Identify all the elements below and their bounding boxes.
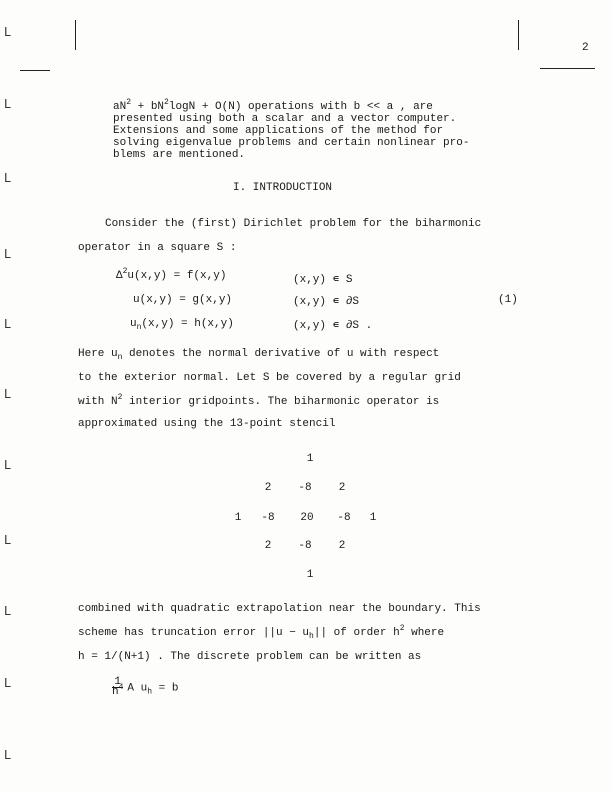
margin-mark: ᒪ xyxy=(4,604,11,618)
stencil-entry: -8 xyxy=(298,540,312,552)
corner-rule-right-vertical xyxy=(518,20,519,50)
stencil-entry: -8 xyxy=(298,482,312,494)
para-line: with $N^2$ interior gridpoints. The biharmonic operator is xyxy=(78,393,440,408)
corner-rule-left-horizontal xyxy=(20,70,50,71)
stencil-entry: 2 xyxy=(338,540,346,552)
equation-label: (1) xyxy=(498,294,518,306)
margin-mark: ᒪ xyxy=(4,25,11,39)
para-line: Here $u_n$ denotes the normal derivative of u with respect xyxy=(78,348,440,362)
margin-mark: ᒪ xyxy=(4,387,11,401)
corner-rule-left-vertical xyxy=(75,20,76,50)
abstract-line: Extensions and some applications of the method for xyxy=(113,125,444,137)
stencil-entry: 2 xyxy=(264,482,272,494)
stencil-entry: -8 xyxy=(337,512,351,524)
margin-mark: ᒪ xyxy=(4,317,11,331)
margin-mark: ᒪ xyxy=(4,748,11,762)
margin-mark: ᒪ xyxy=(4,533,11,547)
intro-line: Consider the (first) Dirichlet problem for the biharmonic xyxy=(105,218,482,230)
equation-condition: (x,y) ∊ S xyxy=(293,274,353,286)
para-line: approximated using the 13-point stencil xyxy=(78,418,336,430)
abstract-line: $aN^2 + bN^2\log N + O(N)$ operations with b << a , are xyxy=(113,98,433,113)
page-number: 2 xyxy=(582,42,589,54)
stencil-entry: 1 xyxy=(234,512,242,524)
stencil-entry: 2 xyxy=(264,540,272,552)
final-equation: $\frac{1}{h^4}$ A $u_h = b$ xyxy=(112,676,179,698)
equation-lhs: $\Delta^2u(x,y) = f(x,y)$ xyxy=(116,267,227,282)
equation-lhs: $u_n(x,y) = h(x,y)$ xyxy=(130,318,234,332)
stencil-entry: 2 xyxy=(338,482,346,494)
abstract-line: blems are mentioned. xyxy=(113,149,246,161)
stencil-entry: -8 xyxy=(261,512,275,524)
margin-mark: ᒪ xyxy=(4,676,11,690)
intro-line: operator in a square S : xyxy=(78,242,237,254)
para-line: to the exterior normal. Let S be covered by a regular grid xyxy=(78,372,461,384)
margin-mark: ᒪ xyxy=(4,247,11,261)
stencil-entry: 20 xyxy=(300,512,314,524)
margin-mark: ᒪ xyxy=(4,171,11,185)
stencil-entry: 1 xyxy=(306,569,314,581)
stencil-entry: 1 xyxy=(306,453,314,465)
section-title: I. INTRODUCTION xyxy=(233,182,333,194)
margin-mark: ᒪ xyxy=(4,97,11,111)
abstract-line: presented using both a scalar and a vector computer. xyxy=(113,113,457,125)
para-line: scheme has truncation error $||u - u_h||$ of order $h^2$ where xyxy=(78,624,445,641)
fraction: $\frac{1}{h^4}$ xyxy=(112,676,124,698)
abstract-line: solving eigenvalue problems and certain nonlinear pro- xyxy=(113,137,470,149)
equation-condition: (x,y) ∊ ∂S xyxy=(293,296,360,308)
para-line: combined with quadratic extrapolation near the boundary. This xyxy=(78,603,481,615)
para-line: h = 1/(N+1) . The discrete problem can be written as xyxy=(78,651,422,663)
equation-condition: (x,y) ∊ ∂S . xyxy=(293,320,373,332)
margin-mark: ᒪ xyxy=(4,458,11,472)
corner-rule-right-horizontal xyxy=(540,68,595,69)
equation-lhs: u(x,y) = g(x,y) xyxy=(133,294,233,306)
stencil-entry: 1 xyxy=(369,512,377,524)
